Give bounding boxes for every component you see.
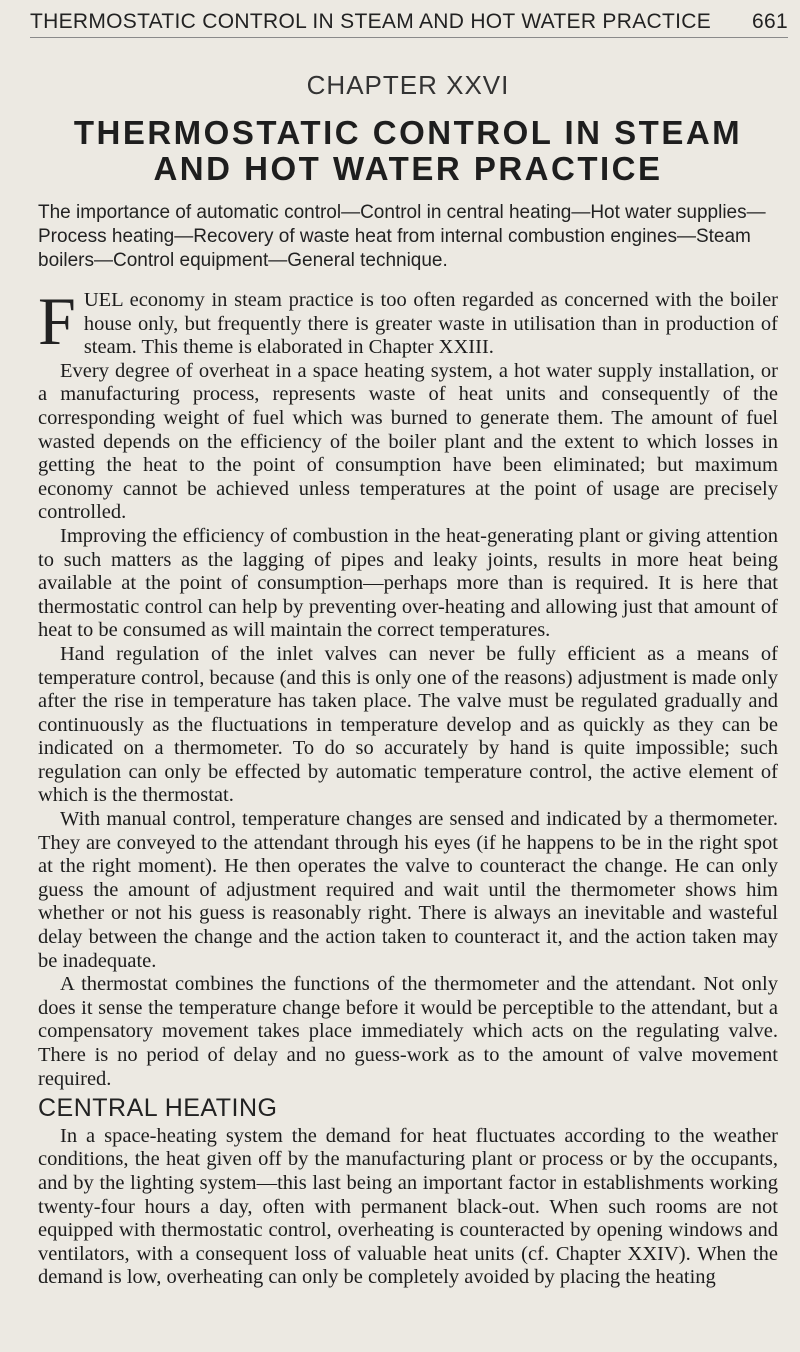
page-number: 661 (752, 10, 788, 33)
running-head-title: THERMOSTATIC CONTROL IN STEAM AND HOT WATER PRACTICE (30, 10, 712, 33)
paragraph-3: Improving the efficiency of combustion in the heat-generating plant or giving attention to such matters as the lagging of pipes and leaky joints, results in more heat being available at the point of consumption—perhaps more than is required. It is here that thermostatic control can help by preventing over-heating and allowing just that amount of heat to be consumed as will maintain the correct temperatures. (38, 524, 778, 642)
paragraph-6: A thermostat combines the functions of the thermometer and the attendant. Not only does it sense the temperature change before it would be perceptible to the attendant, but a compensatory movement takes place immediately which acts on the regulating valve. There is no period of delay and no guess-work as to the amount of valve movement required. (38, 973, 778, 1090)
paragraph-2: Every degree of overheat in a space heating system, a hot water supply installation, or a manufacturing process, represents waste of heat units and consequently of the corresponding weight of fuel which was burned to generate them. The amount of fuel wasted depends on the efficiency of the boiler plant and the extent to which losses in getting the heat to the point of consumption have been eliminated; but maximum economy cannot be achieved unless temperatures at the point of usage are precisely controlled. (38, 359, 778, 524)
paragraph-1 (38, 283, 778, 360)
paragraph-5: With manual control, temperature changes are sensed and indicated by a thermometer. They are conveyed to the attendant through his eyes (if he happens to be in the right spot at the right moment). He then operates the valve to counteract the change. He can only guess the amount of adjustment required and wait until the thermometer shows him whether or not his guess is reasonably right. There is always an inevitable and wasteful delay between the change and the action taken to counteract it, and the action taken may be inadequate. (38, 808, 778, 972)
section-heading: CENTRAL HEATING (38, 1094, 278, 1123)
section-paragraph-1: In a space-heating system the demand for heat fluctuates according to the weather conditions, the heat given off by the manufacturing plant or process or by the occupants, and by the lighting system—this last being an important factor in establishments working twenty-four hours a day, often with permanent black-out. When such rooms are not equipped with thermostatic control, overheating is counteracted by opening windows and ventilators, with a consequent loss of valuable heat units (cf. Chapter XXIV). When the demand is low, overheating can only be completely avoided by placing the heating (38, 1124, 778, 1289)
chapter-title: THERMOSTATIC CONTROL IN STEAM AND HOT WATER PRACTICE (73, 114, 743, 187)
paragraph-1-text: UEL economy in steam practice is too often regarded as concerned with the boiler house only, but frequently there is greater waste in utilisation than in production of steam. This theme is elaborated in Chapter XXIII. (83, 289, 778, 359)
paragraph-4: Hand regulation of the inlet valves can never be fully efficient as a means of temperature control, because (and this is only one of the reasons) adjustment is made only after the rise in temperature has taken place. The valve must be regulated gradually and continuously as the fluctuations in temperature develop and as quickly as they can be indicated on a thermometer. To do so accurately by hand is quite impossible; such regulation can only be effected by automatic temperature control, the active element of which is the thermostat. (38, 642, 778, 807)
chapter-synopsis: The importance of automatic control—Control in central heating—Hot water supplies—Process heating—Recovery of waste heat from internal combustion engines—Steam boilers—Control equipment—General technique. (38, 202, 766, 271)
drop-cap: F (38, 283, 76, 359)
body-text (38, 283, 778, 1290)
chapter-label: CHAPTER XXVI (306, 70, 510, 100)
running-head (30, 10, 788, 38)
